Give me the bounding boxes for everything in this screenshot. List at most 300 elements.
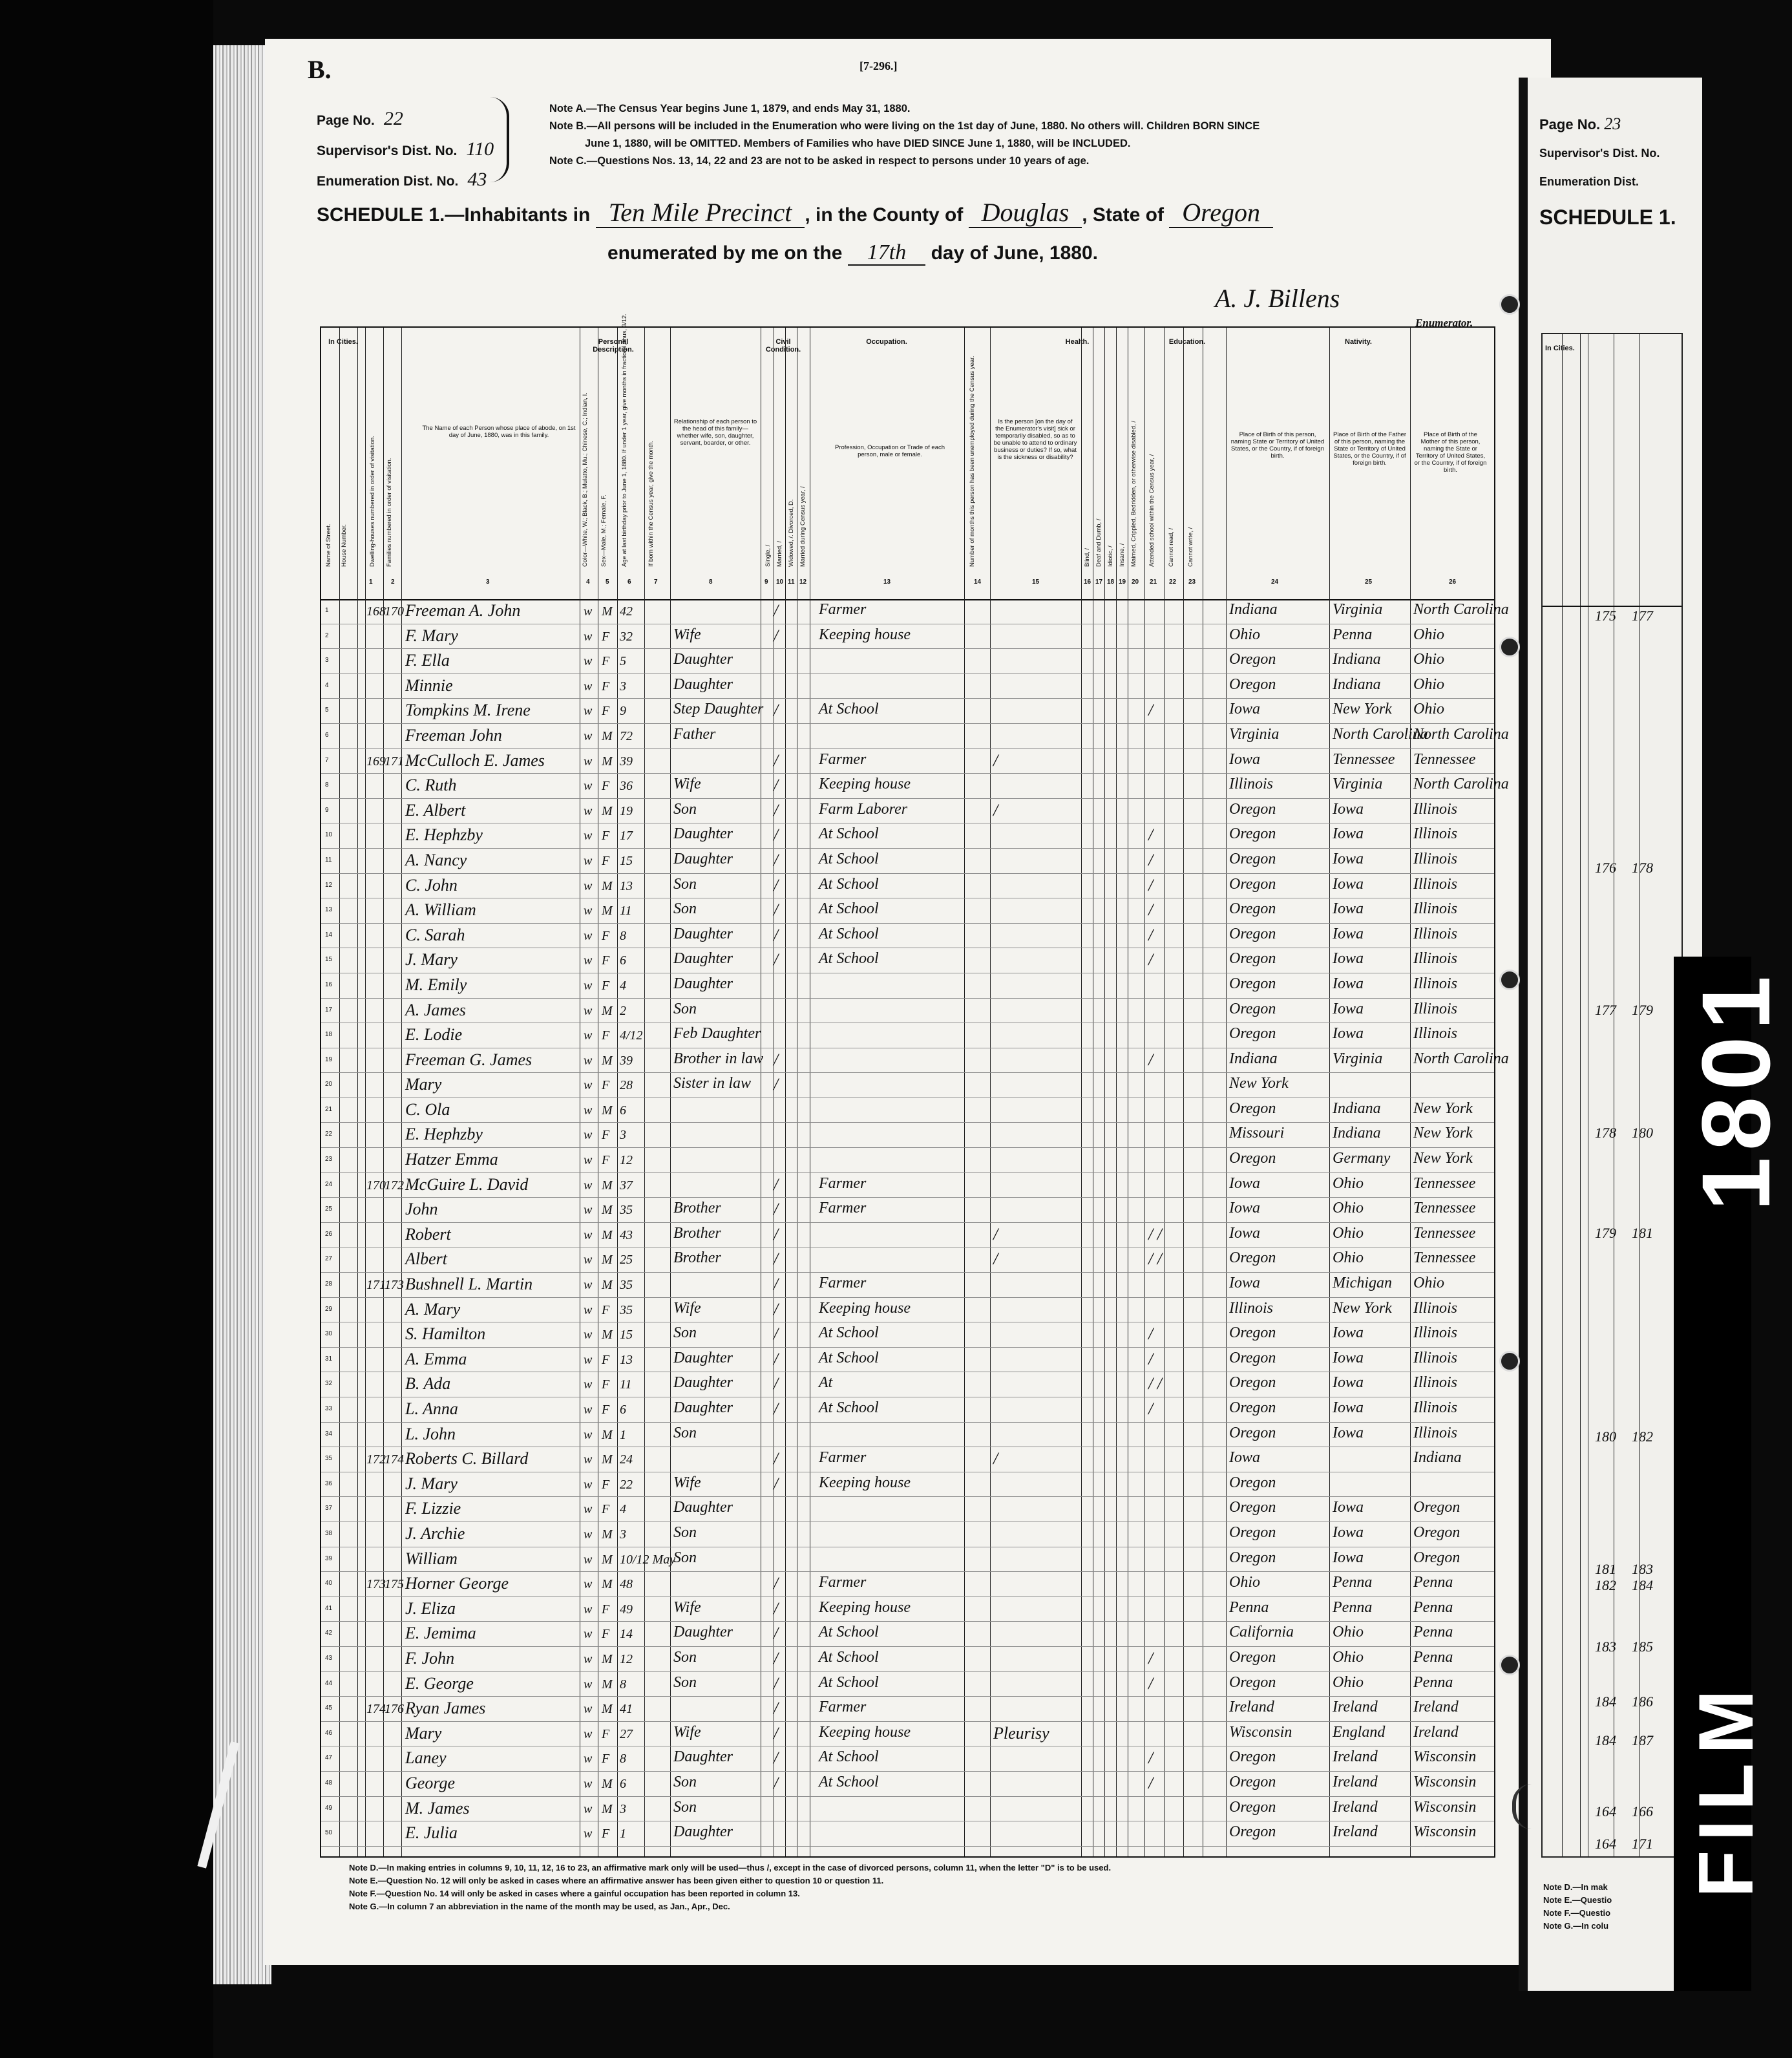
line-number: 39	[325, 1554, 333, 1562]
color-code: w	[584, 1178, 593, 1193]
column-number: 15	[1032, 578, 1040, 586]
mother-birthplace: Illinois	[1413, 1025, 1458, 1043]
father-birthplace: Ohio	[1333, 1224, 1364, 1242]
column-number: 10	[776, 578, 784, 586]
hdr-house: House Number.	[341, 524, 348, 567]
civil-condition: /	[774, 1299, 779, 1319]
civil-condition: /	[774, 601, 779, 620]
hdr-civil: Civil Condition.	[765, 338, 801, 354]
sex-code: F	[602, 1302, 610, 1317]
color-code: w	[584, 1452, 593, 1467]
color-code: w	[584, 654, 593, 669]
enumerator-signature: A. J. Billens	[1215, 284, 1340, 313]
father-birthplace: Iowa	[1333, 1349, 1364, 1366]
relationship: Daughter	[673, 675, 733, 693]
relationship: Son	[673, 1773, 697, 1790]
birthplace: Oregon	[1229, 1374, 1276, 1392]
relationship: Feb Daughter	[673, 1025, 761, 1043]
rp-family-number: 178	[1632, 860, 1653, 876]
rp-family-number: 185	[1632, 1639, 1653, 1655]
occupation: At School	[819, 950, 879, 968]
health-status: /	[993, 1249, 998, 1269]
age: 6	[620, 1776, 626, 1791]
brace-divider	[490, 97, 509, 182]
civil-condition: /	[774, 1275, 779, 1294]
hdr-widowed: Widowed, /. Divorced, D.	[788, 499, 795, 567]
note-a: Note A.—The Census Year begins June 1, 1879, and ends May 31, 1880.	[549, 103, 911, 114]
rp-dwelling-number: 179	[1595, 1225, 1616, 1241]
family-number: 172	[385, 1178, 404, 1193]
age: 32	[620, 629, 633, 644]
age: 3	[620, 1801, 626, 1816]
line-number: 18	[325, 1031, 333, 1039]
census-row	[321, 1772, 1494, 1797]
line-number: 3	[325, 657, 329, 664]
civil-condition: /	[774, 925, 779, 944]
birthplace: Oregon	[1229, 875, 1276, 893]
person-name: E. Hephzby	[405, 1125, 483, 1144]
person-name: F. Lizzie	[405, 1499, 461, 1518]
page-no: 22	[383, 108, 403, 129]
color-code: w	[584, 1776, 593, 1791]
line-number: 7	[325, 756, 329, 764]
civil-condition: /	[774, 1673, 779, 1693]
sex-code: M	[602, 1427, 613, 1442]
census-table	[320, 313, 1509, 1858]
birthplace: Ohio	[1229, 1574, 1260, 1591]
person-name: A. Emma	[405, 1349, 467, 1368]
birthplace: Iowa	[1229, 1449, 1260, 1467]
father-birthplace: Indiana	[1333, 1099, 1381, 1117]
census-row	[321, 973, 1494, 999]
birthplace: Ohio	[1229, 626, 1260, 643]
mother-birthplace: Illinois	[1413, 825, 1458, 843]
birthplace: Oregon	[1229, 1773, 1276, 1790]
rp-note-e: Note E.—Questio	[1543, 1895, 1612, 1905]
column-number: 21	[1150, 578, 1157, 586]
father-birthplace: Tennessee	[1333, 750, 1395, 768]
line-number: 30	[325, 1330, 333, 1338]
father-birthplace: Iowa	[1333, 1374, 1364, 1392]
color-code: w	[584, 1577, 593, 1592]
column-number: 12	[799, 578, 807, 586]
age: 11	[620, 904, 632, 918]
occupation: Keeping house	[819, 626, 911, 643]
rp-family-number: 183	[1632, 1561, 1653, 1577]
person-name: Bushnell L. Martin	[405, 1275, 533, 1294]
state-label: , State of	[1082, 204, 1164, 226]
census-row	[321, 1348, 1494, 1373]
occupation: At School	[819, 1399, 879, 1416]
page-meta	[317, 105, 494, 196]
color-code: w	[584, 1203, 593, 1218]
family-number: 171	[385, 754, 404, 769]
birthplace: Oregon	[1229, 1025, 1276, 1043]
father-birthplace: Penna	[1333, 626, 1373, 643]
schedule-place: Ten Mile Precinct	[596, 198, 805, 228]
age: 1	[620, 1827, 626, 1841]
rp-family-number: 182	[1632, 1428, 1653, 1445]
column-number: 7	[654, 578, 658, 586]
school-mark: /	[1148, 925, 1154, 944]
age: 9	[620, 704, 626, 719]
sex-code: M	[602, 604, 613, 619]
rp-dwelling-number: 183	[1595, 1639, 1616, 1655]
mother-birthplace: Penna	[1413, 1648, 1453, 1666]
census-row	[321, 1173, 1494, 1198]
rp-page-no-label: Page No.	[1539, 116, 1601, 133]
hdr-occupation: Occupation.	[866, 338, 907, 346]
hdr-street: Name of Street.	[325, 524, 332, 567]
person-name: F. John	[405, 1648, 455, 1668]
line-number: 41	[325, 1604, 333, 1612]
age: 6	[620, 1103, 626, 1118]
sex-code: F	[602, 1477, 610, 1492]
hdr-maimed: Maimed, Crippled, Bedridden, or otherwise disabled, /	[1130, 420, 1137, 567]
father-birthplace: Ireland	[1333, 1798, 1378, 1816]
sex-code: M	[602, 1776, 613, 1791]
father-birthplace: Ireland	[1333, 1823, 1378, 1841]
mother-birthplace: Ireland	[1413, 1699, 1459, 1716]
birthplace: Virginia	[1229, 725, 1280, 743]
rp-dwelling-number: 164	[1595, 1836, 1616, 1852]
mother-birthplace: Wisconsin	[1413, 1823, 1477, 1841]
civil-condition: /	[774, 1075, 779, 1094]
rp-family-number: 187	[1632, 1732, 1653, 1748]
mother-birthplace: New York	[1413, 1150, 1473, 1167]
color-code: w	[584, 1403, 593, 1417]
mother-birthplace: Illinois	[1413, 975, 1458, 992]
table-header	[321, 313, 1494, 600]
line-number: 38	[325, 1529, 333, 1537]
color-code: w	[584, 1377, 593, 1392]
line-number: 25	[325, 1205, 333, 1213]
line-number: 8	[325, 781, 329, 789]
color-code: w	[584, 728, 593, 743]
school-mark: /	[1148, 950, 1154, 970]
sex-code: M	[602, 904, 613, 918]
birthplace: Oregon	[1229, 825, 1276, 843]
age: 48	[620, 1577, 633, 1592]
father-birthplace: Ohio	[1333, 1673, 1364, 1691]
father-birthplace: Ohio	[1333, 1648, 1364, 1666]
mother-birthplace: Tennessee	[1413, 1200, 1476, 1217]
school-mark: /	[1148, 1399, 1154, 1418]
rp-enumeration-label: Enumeration Dist.	[1539, 175, 1639, 188]
census-row	[321, 1423, 1494, 1448]
line-number: 36	[325, 1480, 333, 1487]
line-number: 17	[325, 1006, 333, 1013]
line-number: 5	[325, 706, 329, 714]
birthplace: Oregon	[1229, 1424, 1276, 1441]
line-number: 2	[325, 631, 329, 639]
occupation: Farmer	[819, 1200, 867, 1217]
family-number: 173	[385, 1278, 404, 1293]
person-name: E. Hephzby	[405, 825, 483, 845]
mother-birthplace: Illinois	[1413, 800, 1458, 818]
color-code: w	[584, 1427, 593, 1442]
relationship: Brother	[673, 1249, 721, 1267]
birthplace: Oregon	[1229, 950, 1276, 968]
color-code: w	[584, 1053, 593, 1068]
book-binding-shadow	[0, 0, 213, 2058]
color-code: w	[584, 1253, 593, 1268]
color-code: w	[584, 853, 593, 868]
enumeration-no: 43	[467, 169, 487, 190]
line-number: 21	[325, 1105, 333, 1113]
rp-family-number: 177	[1632, 608, 1653, 624]
father-birthplace: Iowa	[1333, 825, 1364, 843]
school-mark: /	[1148, 825, 1154, 845]
line-number: 10	[325, 831, 333, 839]
relationship: Father	[673, 725, 716, 743]
civil-condition: /	[774, 825, 779, 845]
occupation: Keeping house	[819, 1299, 911, 1317]
color-code: w	[584, 1677, 593, 1692]
civil-condition: /	[774, 1748, 779, 1768]
column-number: 5	[606, 578, 609, 586]
line-number: 26	[325, 1230, 333, 1238]
mother-birthplace: North Carolina	[1413, 601, 1509, 618]
father-birthplace: Germany	[1333, 1150, 1391, 1167]
dwelling-number: 174	[366, 1702, 386, 1717]
birthplace: Iowa	[1229, 750, 1260, 768]
note-d: Note D.—In making entries in columns 9, 10, 11, 12, 16 to 23, an affirmative mark only will be used—thus /, except in the case of divorced persons, column 11, when the letter "D" is to be used.	[349, 1863, 1112, 1872]
line-number: 6	[325, 731, 329, 739]
mother-birthplace: North Carolina	[1413, 725, 1509, 743]
birthplace: Oregon	[1229, 1748, 1276, 1766]
line-number: 14	[325, 931, 333, 939]
hdr-birth-person: Place of Birth of this person, naming State or Territory of United States, or the Country, if of foreign birth.	[1230, 431, 1325, 460]
color-code: w	[584, 1328, 593, 1342]
column-number: 19	[1119, 578, 1126, 586]
family-number: 175	[385, 1577, 404, 1592]
birthplace: Oregon	[1229, 1249, 1276, 1267]
hdr-relationship: Relationship of each person to the head of this family—whether wife, son, daughter, servant, boarder, or other.	[673, 418, 757, 447]
father-birthplace: Iowa	[1333, 1025, 1364, 1043]
relationship: Daughter	[673, 1399, 733, 1416]
column-number: 6	[627, 578, 631, 586]
birthplace: Wisconsin	[1229, 1723, 1292, 1741]
birthplace: Oregon	[1229, 1349, 1276, 1366]
civil-condition: /	[774, 626, 779, 645]
age: 4/12	[620, 1028, 643, 1043]
dwelling-number: 173	[366, 1577, 386, 1592]
person-name: F. Ella	[405, 651, 450, 670]
age: 17	[620, 829, 633, 843]
age: 36	[620, 779, 633, 794]
column-numbers	[321, 572, 1494, 598]
census-row	[321, 1722, 1494, 1747]
hdr-married-year: Married during Census year, /	[799, 486, 806, 567]
mother-birthplace: Ireland	[1413, 1723, 1459, 1741]
census-row	[321, 1397, 1494, 1423]
father-birthplace: Iowa	[1333, 1499, 1364, 1516]
age: 8	[620, 928, 626, 943]
mother-birthplace: Illinois	[1413, 1424, 1458, 1441]
person-name: Mary	[405, 1075, 442, 1094]
family-number: 174	[385, 1452, 404, 1467]
father-birthplace: Virginia	[1333, 1050, 1383, 1067]
sex-code: F	[602, 1352, 610, 1367]
occupation: At School	[819, 850, 879, 867]
father-birthplace: Virginia	[1333, 601, 1383, 618]
person-name: Tompkins M. Irene	[405, 701, 531, 720]
hdr-dwelling: Dwelling-houses numbered in order of visitation.	[369, 436, 376, 567]
birthplace: Oregon	[1229, 1000, 1276, 1017]
person-name: E. George	[405, 1673, 474, 1693]
person-name: J. Mary	[405, 950, 458, 970]
occupation: At School	[819, 701, 879, 718]
mother-birthplace: North Carolina	[1413, 1050, 1509, 1067]
color-code: w	[584, 1078, 593, 1093]
father-birthplace: Indiana	[1333, 675, 1381, 693]
father-birthplace: Iowa	[1333, 1399, 1364, 1416]
school-mark: / /	[1148, 1249, 1162, 1269]
census-row	[321, 649, 1494, 674]
dwelling-number: 171	[366, 1278, 386, 1293]
color-code: w	[584, 1477, 593, 1492]
civil-condition: /	[774, 950, 779, 970]
enumerator-label: Enumerator.	[1415, 317, 1473, 329]
birthplace: Oregon	[1229, 1324, 1276, 1342]
relationship: Daughter	[673, 825, 733, 843]
mother-birthplace: Ohio	[1413, 626, 1444, 643]
column-number: 24	[1271, 578, 1279, 586]
color-code: w	[584, 1602, 593, 1617]
occupation: Keeping house	[819, 1723, 911, 1741]
person-name: Horner George	[405, 1574, 509, 1593]
color-code: w	[584, 829, 593, 843]
hdr-education: Education.	[1168, 338, 1206, 346]
father-birthplace: Penna	[1333, 1574, 1373, 1591]
school-mark: /	[1148, 900, 1154, 920]
hdr-month: If born within the Census year, give the month.	[648, 440, 655, 567]
line-number: 23	[325, 1156, 333, 1163]
age: 8	[620, 1752, 626, 1766]
birthplace: Penna	[1229, 1598, 1269, 1616]
enum-prefix: enumerated by me on the	[607, 242, 843, 264]
sex-code: M	[602, 1552, 613, 1567]
civil-condition: /	[774, 1174, 779, 1194]
sex-code: M	[602, 1103, 613, 1118]
age: 72	[620, 728, 633, 743]
occupation: At School	[819, 1624, 879, 1641]
birthplace: Oregon	[1229, 1474, 1276, 1491]
sex-code: F	[602, 978, 610, 993]
school-mark: /	[1148, 1349, 1154, 1368]
school-mark: /	[1148, 1648, 1154, 1668]
age: 41	[620, 1702, 633, 1717]
rp-dwelling-number: 181	[1595, 1561, 1616, 1577]
occupation: Keeping house	[819, 776, 911, 793]
right-page-notes	[1543, 1881, 1612, 1933]
note-c: Note C.—Questions Nos. 13, 14, 22 and 23 are not to be asked in respect to persons under 10 years of age.	[549, 155, 1090, 167]
rp-note-f: Note F.—Questio	[1543, 1908, 1611, 1918]
person-name: C. John	[405, 875, 458, 895]
age: 3	[620, 1128, 626, 1143]
occupation: Farmer	[819, 1174, 867, 1192]
sex-code: F	[602, 629, 610, 644]
column-number: 25	[1365, 578, 1373, 586]
hdr-personal: Personal Description.	[593, 338, 634, 354]
person-name: John	[405, 1200, 438, 1219]
birthplace: Oregon	[1229, 975, 1276, 992]
color-code: w	[584, 1552, 593, 1567]
relationship: Daughter	[673, 1499, 733, 1516]
birthplace: Iowa	[1229, 1275, 1260, 1292]
person-name: C. Ola	[405, 1099, 450, 1119]
census-row	[321, 1273, 1494, 1298]
rp-dwelling-number: 178	[1595, 1125, 1616, 1141]
age: 43	[620, 1227, 633, 1242]
census-row	[321, 1148, 1494, 1173]
mother-birthplace: Illinois	[1413, 1324, 1458, 1342]
hdr-color: Color—White, W.; Black, B.; Mulatto, Mu.; Chinese, C.; Indian, I.	[582, 392, 589, 567]
person-name: L. John	[405, 1424, 456, 1443]
census-row	[321, 1797, 1494, 1822]
father-birthplace: Iowa	[1333, 800, 1364, 818]
father-birthplace: Michigan	[1333, 1275, 1392, 1292]
rp-dwelling-number: 184	[1595, 1693, 1616, 1710]
line-number: 16	[325, 981, 333, 988]
birthplace: Oregon	[1229, 675, 1276, 693]
age: 37	[620, 1178, 633, 1193]
occupation: At School	[819, 825, 879, 843]
sex-code: F	[602, 1403, 610, 1417]
age: 10/12 May	[620, 1552, 676, 1567]
mother-birthplace: North Carolina	[1413, 776, 1509, 793]
relationship: Daughter	[673, 1374, 733, 1392]
father-birthplace: Ireland	[1333, 1773, 1378, 1790]
line-number: 47	[325, 1754, 333, 1762]
person-name: C. Sarah	[405, 925, 465, 944]
census-row	[321, 1746, 1494, 1772]
health-status: /	[993, 800, 998, 820]
column-number: 14	[974, 578, 982, 586]
person-name: George	[405, 1773, 456, 1792]
age: 13	[620, 878, 633, 893]
occupation: Farmer	[819, 1574, 867, 1591]
age: 19	[620, 803, 633, 818]
line-number: 20	[325, 1081, 333, 1088]
age: 24	[620, 1452, 633, 1467]
page-edges	[213, 45, 271, 1984]
mother-birthplace: Oregon	[1413, 1549, 1460, 1566]
civil-condition: /	[774, 1723, 779, 1743]
person-name: C. Ruth	[405, 776, 457, 795]
father-birthplace: North Carolina	[1333, 725, 1428, 743]
rp-family-number: 181	[1632, 1225, 1653, 1241]
color-code: w	[584, 928, 593, 943]
color-code: w	[584, 1302, 593, 1317]
sex-code: M	[602, 803, 613, 818]
column-number: 8	[709, 578, 713, 586]
birthplace: Oregon	[1229, 925, 1276, 942]
birthplace: Oregon	[1229, 850, 1276, 867]
birthplace: Indiana	[1229, 1050, 1278, 1067]
father-birthplace: Ohio	[1333, 1249, 1364, 1267]
line-number: 32	[325, 1380, 333, 1388]
birthplace: Iowa	[1229, 1224, 1260, 1242]
person-name: S. Hamilton	[405, 1324, 486, 1344]
birthplace: Illinois	[1229, 776, 1274, 793]
sex-code: F	[602, 654, 610, 669]
hdr-attended: Attended school within the Census year, /	[1148, 454, 1155, 567]
column-number: 16	[1084, 578, 1091, 586]
column-number: 3	[486, 578, 490, 586]
line-number: 45	[325, 1704, 333, 1712]
